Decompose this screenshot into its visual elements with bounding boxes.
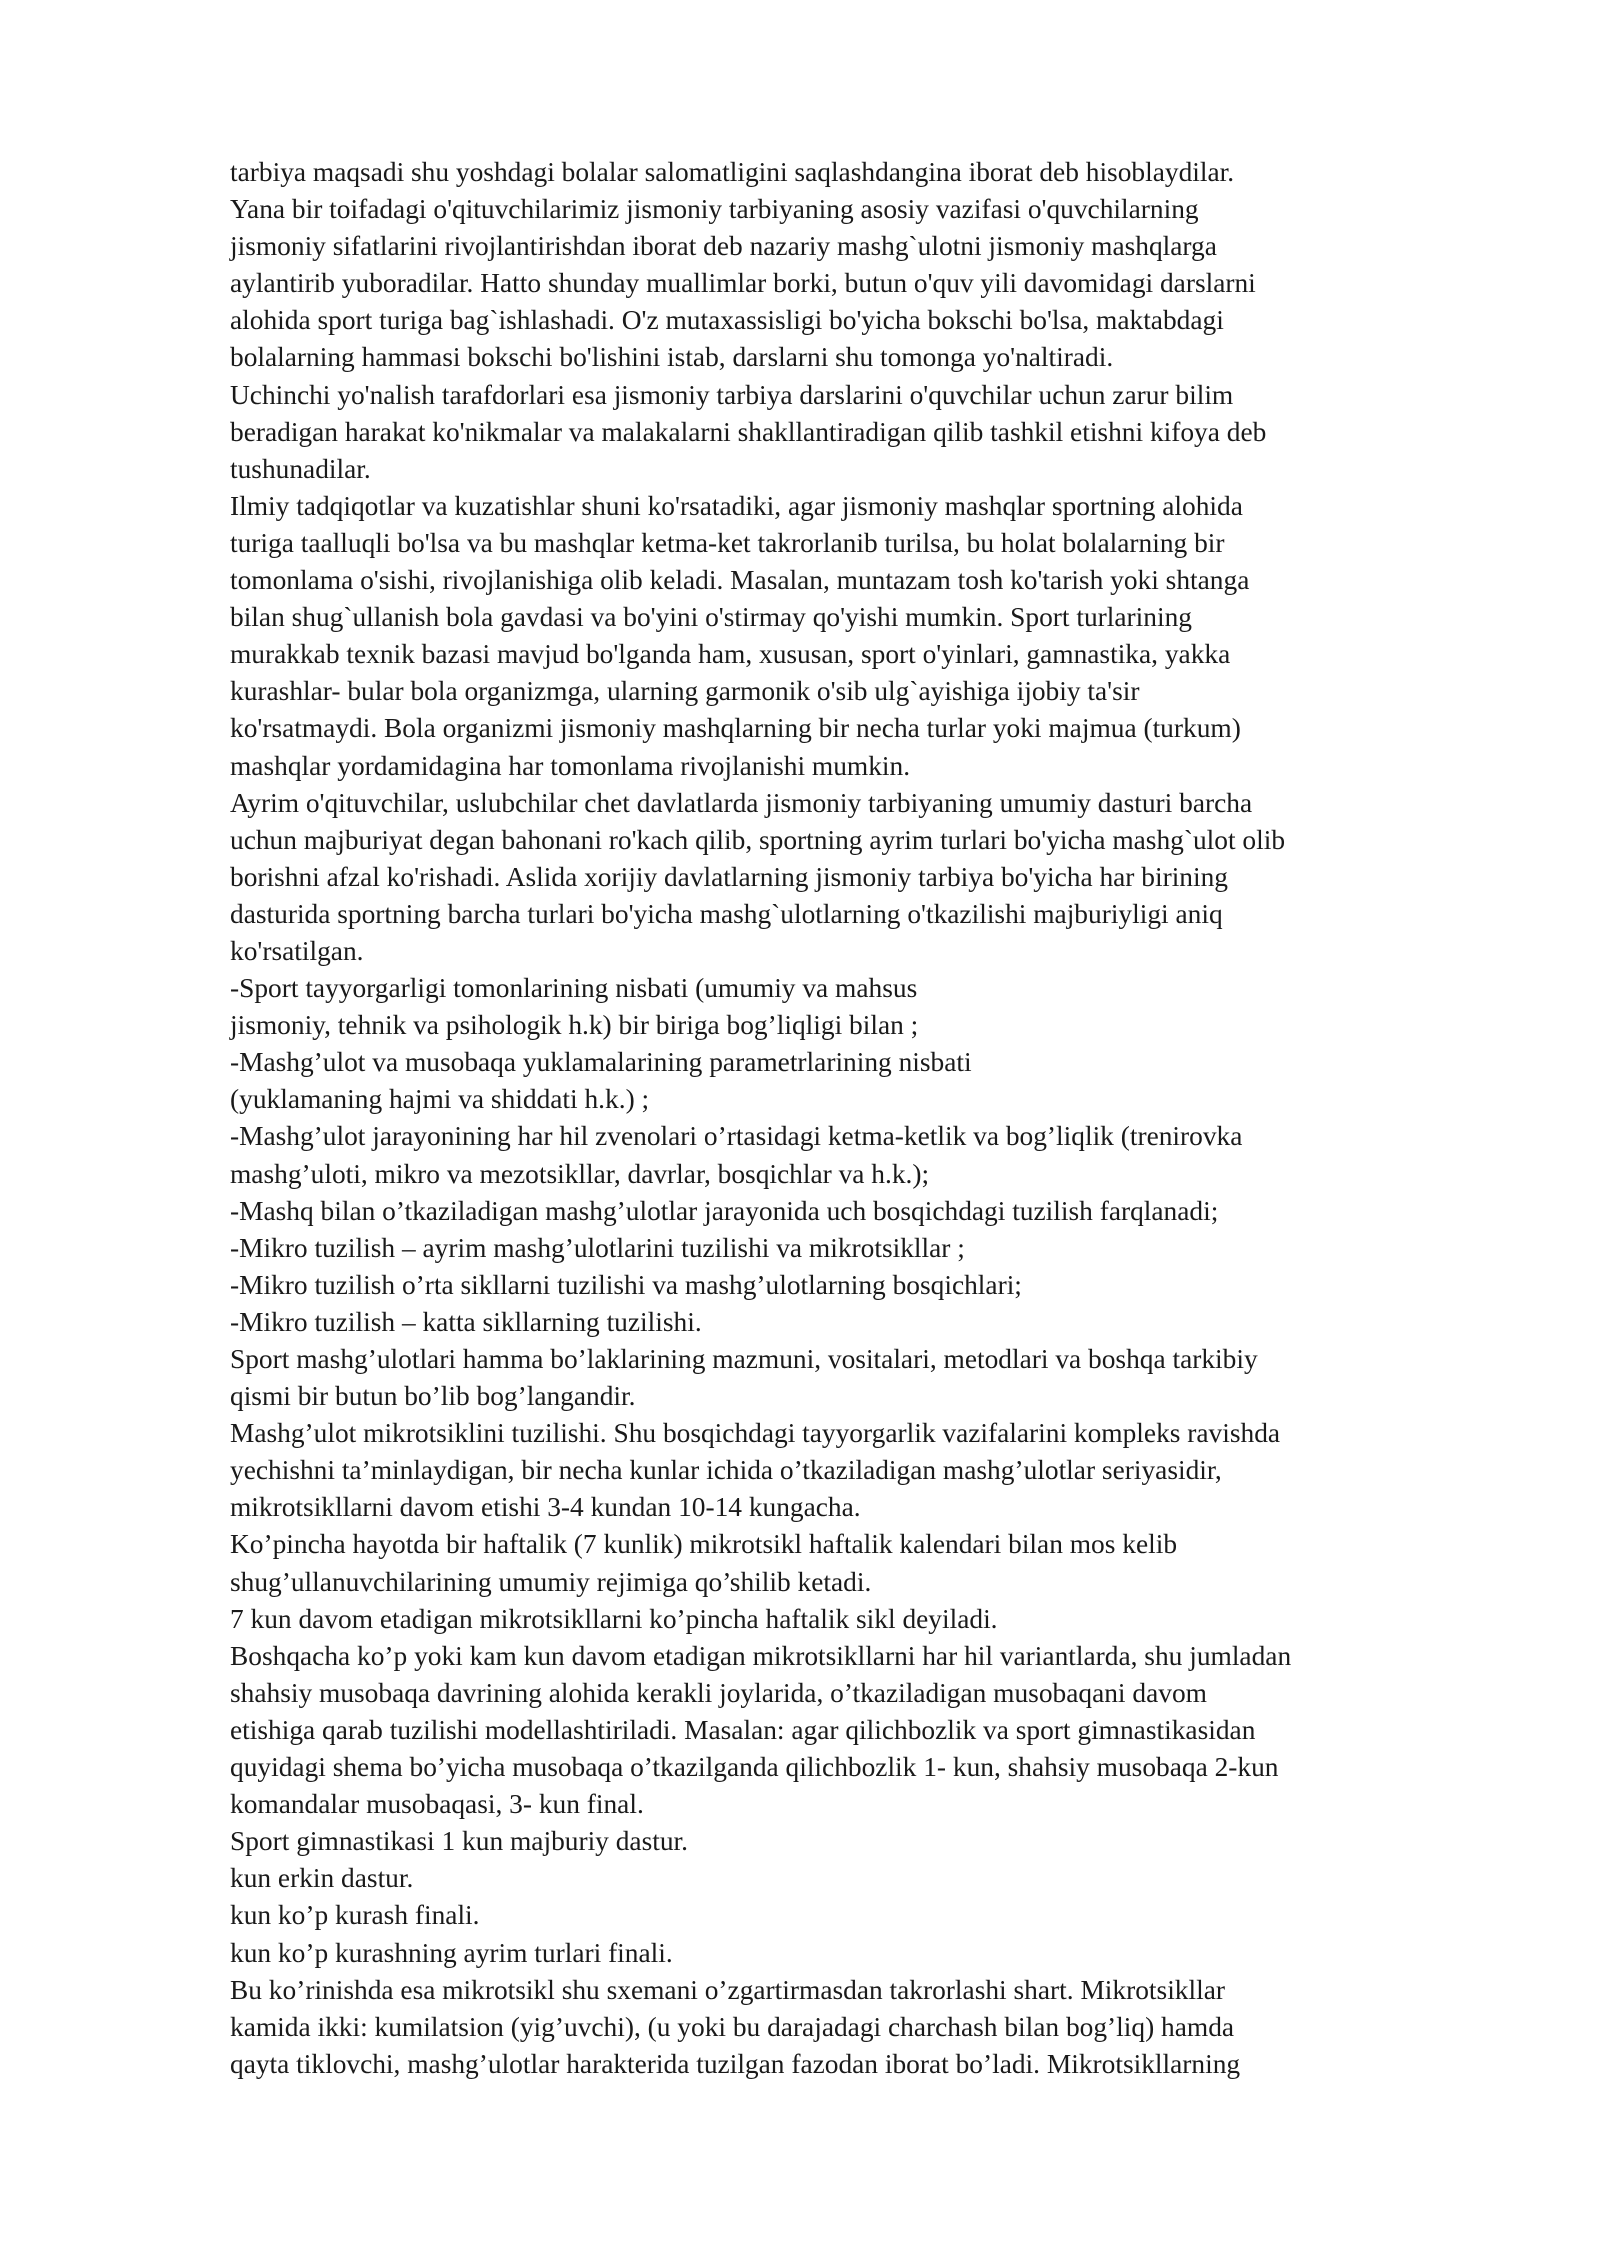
- text-line: kun ko’p kurash finali.: [230, 1900, 480, 1931]
- text-line: qayta tiklovchi, mashg’ulotlar harakterida tuzilgan fazodan iborat bo’ladi. Mikrotsikllarning: [230, 2048, 1241, 2079]
- text-line: jismoniy, tehnik va psihologik h.k) bir biriga bog’liqligi bilan ;: [230, 1010, 919, 1041]
- text-line: Boshqacha ko’p yoki kam kun davom etadigan mikrotsikllarni har hil variantlarda, shu jumladan: [230, 1640, 1292, 1671]
- document-page: [230, 154, 1515, 2083]
- text-line: Sport mashg’ulotlari hamma bo’laklarining mazmuni, vositalari, metodlari va boshqa tarkibiy: [230, 1344, 1258, 1374]
- text-line: -Mashg’ulot jarayonining har hil zvenolari o’rtasidagi ketma-ketlik va bog’liqlik (trenirovka: [230, 1121, 1243, 1152]
- text-line: -Mikro tuzilish – ayrim mashg’ulotlarini tuzilishi va mikrotsikllar ;: [230, 1232, 965, 1263]
- text-line: borishni afzal ko'rishadi. Aslida xorijiy davlatlarning jismoniy tarbiya bo'yicha har birining: [230, 861, 1229, 892]
- text-line: kurashlar- bular bola organizmga, ularning garmonik o'sib ulg`ayishiga ijobiy ta'sir: [230, 676, 1140, 707]
- text-line: Ayrim o'qituvchilar, uslubchilar chet davlatlarda jismoniy tarbiyaning umumiy dasturi barcha: [230, 787, 1253, 818]
- text-line: shahsiy musobaqa davrining alohida kerakli joylarida, o’tkaziladigan musobaqani davom: [230, 1677, 1207, 1708]
- text-line: kun ko’p kurashning ayrim turlari finali.: [230, 1937, 673, 1968]
- text-line: -Mashq bilan o’tkaziladigan mashg’ulotlar jarayonida uch bosqichdagi tuzilish farqlanadi;: [230, 1195, 1219, 1226]
- text-line: -Sport tayyorgarligi tomonlarining nisbati (umumiy va mahsus: [230, 973, 918, 1004]
- text-line: (yuklamaning hajmi va shiddati h.k.) ;: [230, 1084, 650, 1115]
- text-line: turiga taalluqli bo'lsa va bu mashqlar ketma-ket takrorlanib turilsa, bu holat bolalarning bir: [230, 527, 1225, 558]
- text-line: etishiga qarab tuzilishi modellashtiriladi. Masalan: agar qilichbozlik va sport gimnastikasidan: [230, 1714, 1256, 1745]
- text-line: Mashg’ulot mikrotsiklini tuzilishi. Shu bosqichdagi tayyorgarlik vazifalarini kompleks ravishda: [230, 1418, 1281, 1449]
- text-line: Yana bir toifadagi o'qituvchilarimiz jismoniy tarbiyaning asosiy vazifasi o'quvchilarning: [230, 194, 1199, 225]
- text-line: tomonlama o'sishi, rivojlanishiga olib keladi. Masalan, muntazam tosh ko'tarish yoki shtanga: [230, 565, 1250, 596]
- text-line: ko'rsatmaydi. Bola organizmi jismoniy mashqlarning bir necha turlar yoki majmua (turkum): [230, 713, 1241, 744]
- text-line: uchun majburiyat degan bahonani ro'kach qilib, sportning ayrim turlari bo'yicha mashg`ulot olib: [230, 824, 1286, 855]
- text-line: Uchinchi yo'nalish tarafdorlari esa jismoniy tarbiya darslarini o'quvchilar uchun zarur bilim: [230, 379, 1234, 410]
- text-line: mikrotsikllarni davom etishi 3-4 kundan 10-14 kungacha.: [230, 1492, 861, 1523]
- text-line: jismoniy sifatlarini rivojlantirishdan iborat deb nazariy mashg`ulotni jismoniy mashqlarga: [230, 231, 1217, 262]
- text-line: bilan shug`ullanish bola gavdasi va bo'yini o'stirmay qo'yishi mumkin. Sport turlarining: [230, 602, 1192, 633]
- text-line: alohida sport turiga bag`ishlashadi. O'z mutaxassisligi bo'yicha bokschi bo'lsa, maktabdagi: [230, 305, 1224, 336]
- text-line: aylantirib yuboradilar. Hatto shunday muallimlar borki, butun o'quv yili davomidagi darslarni: [230, 268, 1256, 299]
- text-line: mashg’uloti, mikro va mezotsikllar, davrlar, bosqichlar va h.k.);: [230, 1158, 930, 1189]
- text-line: mashqlar yordamidagina har tomonlama rivojlanishi mumkin.: [230, 750, 911, 781]
- text-line: shug’ullanuvchilarining umumiy rejimiga qo’shilib ketadi.: [230, 1566, 872, 1597]
- text-line: qismi bir butun bo’lib bog’langandir.: [230, 1381, 636, 1412]
- text-line: quyidagi shema bo’yicha musobaqa o’tkazilganda qilichbozlik 1- kun, shahsiy musobaqa 2-kun: [230, 1752, 1279, 1783]
- text-line: Ilmiy tadqiqotlar va kuzatishlar shuni ko'rsatadiki, agar jismoniy mashqlar sportning alohida: [230, 490, 1243, 521]
- text-line: -Mashg’ulot va musobaqa yuklamalarining parametrlarining nisbati: [230, 1047, 972, 1078]
- text-line: yechishni ta’minlaydigan, bir necha kunlar ichida o’tkaziladigan mashg’ulotlar seriyasidir,: [230, 1455, 1222, 1486]
- text-line: Bu ko’rinishda esa mikrotsikl shu sxemani o’zgartirmasdan takrorlashi shart. Mikrotsikllar: [230, 1974, 1225, 2005]
- text-line: komandalar musobaqasi, 3- kun final.: [230, 1789, 644, 1820]
- text-line: beradigan harakat ko'nikmalar va malakalarni shakllantiradigan qilib tashkil etishni kifoya deb: [230, 416, 1267, 447]
- text-line: -Mikro tuzilish – katta sikllarning tuzilishi.: [230, 1306, 702, 1337]
- text-line: tarbiya maqsadi shu yoshdagi bolalar salomatligini saqlashdangina iborat deb hisoblaydilar.: [230, 157, 1235, 187]
- text-line: bolalarning hammasi bokschi bo'lishini istab, darslarni shu tomonga yo'naltiradi.: [230, 342, 1114, 373]
- text-line: kamida ikki: kumilatsion (yig’uvchi), (u yoki bu darajadagi charchash bilan bog’liq) hamda: [230, 2011, 1235, 2042]
- text-line: dasturida sportning barcha turlari bo'yicha mashg`ulotlarning o'tkazilishi majburiyligi aniq: [230, 898, 1223, 929]
- text-line: murakkab texnik bazasi mavjud bo'lganda ham, xususan, sport o'yinlari, gamnastika, yakka: [230, 639, 1231, 670]
- text-line: kun erkin dastur.: [230, 1863, 414, 1894]
- text-line: ko'rsatilgan.: [230, 935, 364, 966]
- text-line: tushunadilar.: [230, 453, 371, 484]
- text-line: Ko’pincha hayotda bir haftalik (7 kunlik) mikrotsikl haftalik kalendari bilan mos kelib: [230, 1529, 1178, 1560]
- text-line: 7 kun davom etadigan mikrotsikllarni ko’pincha haftalik sikl deyiladi.: [230, 1603, 998, 1634]
- text-line: Sport gimnastikasi 1 kun majburiy dastur.: [230, 1826, 689, 1857]
- text-line: -Mikro tuzilish o’rta sikllarni tuzilishi va mashg’ulotlarning bosqichlari;: [230, 1269, 1022, 1300]
